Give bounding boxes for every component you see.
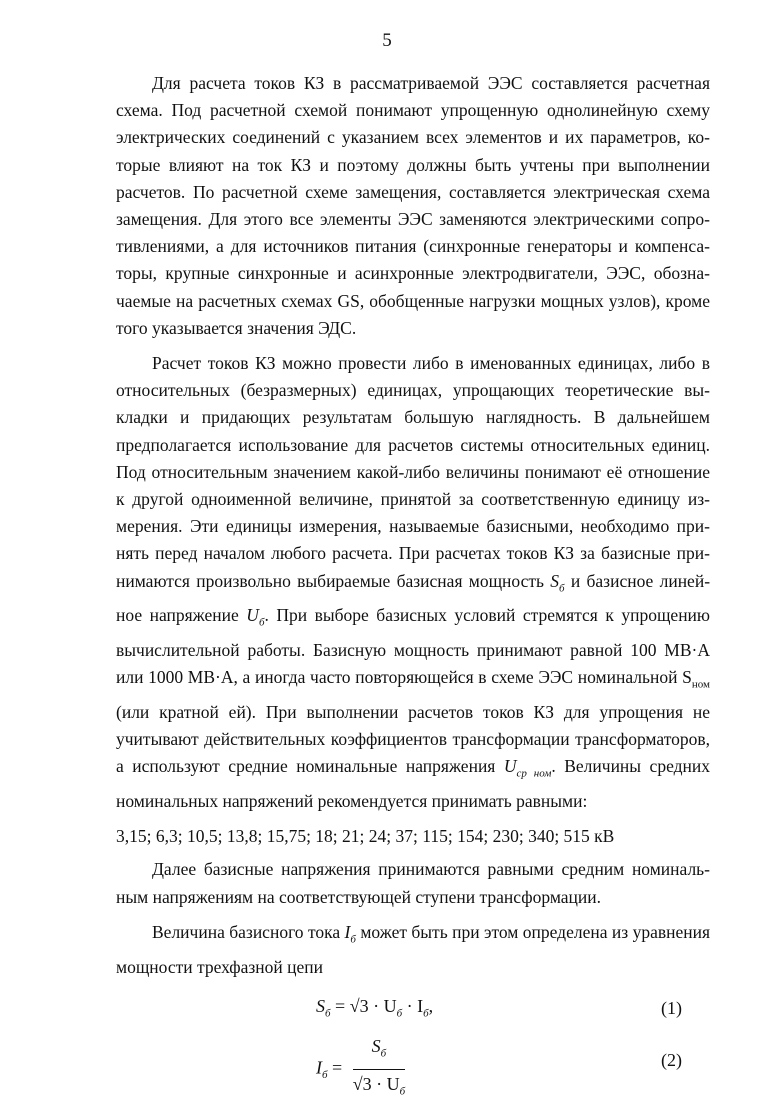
equation-1-number: (1) [661, 997, 682, 1018]
symbol-u-base: $U_б$ [246, 605, 265, 629]
equation-1-formula: $S_б = √3 \cdot U_б \cdot I_б$, [316, 995, 434, 1020]
paragraph-1: Для расчета токов КЗ в рассматриваемой ЭЭС составляется расчетная схема. Под расчетной схемой понимают упрощенную однолинейную схему электрических соединений с указанием всех элементов и их параметров, которые влияют на ток КЗ и поэтому должны быть учтены при выполнении расчетов. По расчетной схеме замещения, составляется электрическая схема замещения. Для этого все элементы ЭЭС заменяются электрическими сопротивлениями, а для источников питания (синхронные генераторы и компенсаторы, крупные синхронные и асинхронные электродвигатели, ЭЭС, обозначаемые на расчетных схемах GS, обобщенные нагрузки мощных узлов), кроме того указывается значения ЭДС. [116, 73, 710, 338]
symbol-s-nom: $S_{ном}$ [682, 667, 711, 691]
equation-2-formula: $I_б$ = $\frac{S_б}{√3 \cdot U_б}$ [316, 1033, 405, 1105]
body-text [116, 70, 711, 1098]
equation-2-number: (2) [661, 1049, 682, 1070]
paragraph-3: Далее базисные напряжения принимаются равными средним номинальным напряжениям на соответствующей ступени трансформации. [116, 859, 710, 907]
symbol-s-base: $S_б$ [550, 570, 565, 595]
page-number: 5 [382, 30, 392, 51]
equation-1 [116, 989, 710, 1029]
voltage-values: 3,15; 6,3; 10,5; 13,8; 15,75; 18; 21; 24; 37; 115; 154; 230; 340; 515 кВ [116, 826, 615, 847]
paragraph-2: Расчет токов КЗ можно провести либо в именованных единицах, либо в относительных (безразмерных) единицах, упрощающих теоретические выкладки и придающих результатам большую наглядность. В дальнейшем предполагается использование для расчетов системы относительных единиц. Под относительным значением какой-либо величины понимают её отношение к другой одноименной величине, принятой за соответственную единицу измерения. Эти единицы измерения, называемые базисными, необходимо принять перед началом любого расчета. При расчетах токов КЗ за базисные принимаются произвольно выбираемые базисная мощность $S_б$ и базисное линейное напряжение $U_б$. При выборе базисных условий стремятся к упрощению вычислительной работы. Базисную мощность принимают равной 100 МВ·А или 1000 МВ·А, а иногда часто повторяющейся в схеме ЭЭС номинальной $S_{ном}$ (или кратной ей). При выполнении расчетов токов КЗ для упрощения не учитывают действительных коэффициентов трансформации трансформаторов, а используют средние номинальные напряжения $U_{ср ном}$. Величины средних номинальных напряжений рекомендуется принимать равными: [116, 353, 711, 812]
equation-2-fraction: $\frac{S_б}{√3 \cdot U_б}$ [353, 1033, 405, 1105]
paragraph-4: Величина базисного тока $I_б$ может быть при этом определена из уравнения мощности трехфазной цепи [116, 921, 711, 977]
equation-2 [116, 1033, 710, 1098]
symbol-u-avg-nom: $U_{ср ном}$ [503, 756, 552, 780]
symbol-i-base: $I_б$ [344, 921, 356, 946]
